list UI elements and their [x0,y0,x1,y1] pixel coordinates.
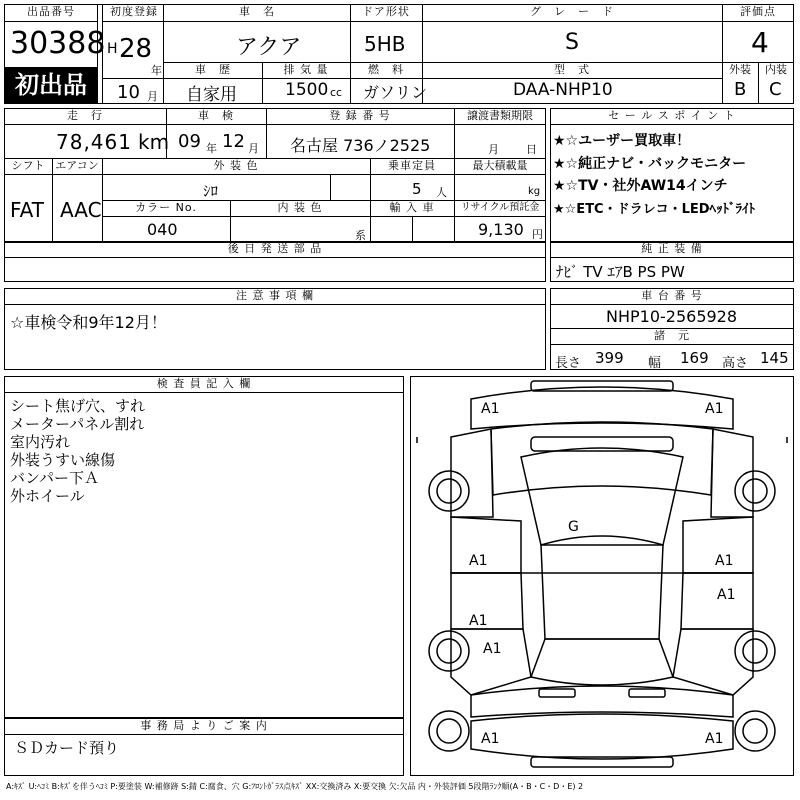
mileage-unit: km [138,130,170,154]
inspector-line: 外ホイール [10,487,85,505]
history: 自家用 [186,85,237,105]
max-load-label: 最大積載量 [472,159,528,172]
grade: S [565,30,579,55]
grade-label: グ レ ー ド [530,5,614,18]
height-label: 高さ [722,356,749,371]
mark-rear-right: A1 [705,731,724,747]
inspector-label: 検 査 員 記 入 欄 [156,377,252,390]
interior-color-label: 内 装 色 [277,201,323,214]
dimensions-label: 諸 元 [654,329,690,342]
inspector-line: 外装うすい線傷 [10,451,116,469]
inspector-line: バンパー下Ａ [10,469,99,487]
chassis-label: 車 台 番 号 [641,289,703,302]
lot-label: 出品番号 [27,5,75,18]
inspection-label: 車 検 [198,109,234,122]
shift: FAT [10,198,45,222]
registration: 名古屋 736ノ2525 [290,136,431,155]
height: 145 [760,349,789,367]
car-name-label: 車 名 [239,5,275,18]
color-no: 040 [147,220,178,239]
inspection-year-unit: 年 [206,142,217,155]
door-label: ドア形状 [362,5,410,18]
width-label: 幅 [648,356,662,371]
history-label: 車 歴 [195,63,231,76]
inspector-line: 室内汚れ [10,433,71,451]
office-label: 事 務 局 よ り ご 案 内 [140,719,268,732]
model-label: 型 式 [554,63,590,76]
max-load-unit: kg [528,186,541,197]
fuel-label: 燃 料 [368,63,404,76]
registration-label: 登 録 番 号 [329,109,391,122]
capacity-label: 乗車定員 [388,159,436,172]
inspection-month: 12 [222,131,245,152]
exterior-grade: B [734,79,747,100]
inspector-line: シート焦げ穴、すれ [10,397,146,415]
recycle-label: リサイクル預託金 [460,202,540,213]
capacity: 5 [412,180,422,198]
first-reg-label: 初度登録 [110,5,158,18]
office-note: ＳＤカード預り [14,739,120,757]
door-type: 5HB [364,32,406,56]
shift-label: シフト [11,159,45,172]
first-reg-month-unit: 月 [147,90,158,103]
sales-point-item: ★☆ユーザー買取車！ [553,133,691,149]
mileage: 78,461 [56,130,132,154]
sales-point-item: ★☆ETC・ドラレコ・LEDﾍｯﾄﾞﾗｲﾄ [553,202,756,217]
aircon: AAC [60,198,102,222]
mark-front-door-left: A1 [469,553,488,569]
car-diagram [410,376,794,776]
inspection-year: 09 [178,131,201,152]
sales-point-item: ★☆純正ナビ・バックモニター [553,156,747,172]
interior-color-unit: 系 [355,229,366,242]
model: DAA-NHP10 [513,80,613,100]
mileage-label: 走 行 [67,109,103,122]
exterior-color-label: 外 装 色 [213,159,259,172]
fuel: ガソリン [363,83,428,102]
first-reg-year-unit: 年 [151,64,162,77]
transfer-deadline-label: 譲渡書類期限 [467,109,533,122]
mark-front-left: A1 [481,401,500,417]
notes: ☆車検令和9年12月！ [10,313,167,332]
import-label: 輸 入 車 [389,201,435,214]
first-reg-year: 28 [119,34,153,64]
car-name: アクア [236,35,302,60]
aircon-label: エアコン [55,159,99,172]
inspector-line: メーターパネル割れ [10,415,145,433]
mark-front-door-right: A1 [715,553,734,569]
mark-rear-door-left: A1 [469,613,488,629]
mark-front-right: A1 [705,401,724,417]
later-parts-label: 後 日 発 送 部 品 [227,242,323,255]
inspection-month-unit: 月 [248,142,259,155]
lot-cell [4,4,106,104]
first-reg-cell [102,4,164,104]
mark-rear-left: A1 [481,731,500,747]
displacement-label: 排 気 量 [283,63,329,76]
equipment: ﾅﾋﾞ TV ｴｱB PS PW [556,263,685,281]
mark-rear-fender-right: A1 [717,587,736,603]
sales-point-item: ★☆TV・社外AW14インチ [553,178,728,194]
width: 169 [680,349,709,367]
displacement: 1500 [285,80,329,100]
transfer-deadline-month-unit: 月 [488,143,499,156]
recycle-unit: 円 [532,228,543,241]
interior-grade-label: 内装 [765,63,787,76]
car-outline [411,377,793,775]
displacement-unit: cc [330,86,343,99]
legend: A:ｷｽﾞ U:ﾍｺﾐ B:ｷｽﾞを伴うﾍｺﾐ P:要塗装 W:補修跡 S:錆 C:腐食、穴 G:ﾌﾛﾝﾄｶﾞﾗｽ点ｷｽﾞ XX:交換済み X:要交換 欠:欠品 内・外装評価 5段階ﾗﾝｸ順(A・B・C・D・E) 2 [6,782,584,791]
first-reg-era: H [107,41,118,57]
lot-number: 30388 [10,26,106,61]
length-label: 長さ [555,356,582,371]
exterior-color: ｼﾛ [203,182,219,200]
transfer-deadline-day-unit: 日 [526,143,537,156]
mark-windshield: G [568,519,579,535]
interior-grade: C [769,79,782,100]
exterior-grade-label: 外装 [729,63,751,76]
length: 399 [595,349,624,367]
capacity-unit: 人 [436,186,447,199]
color-no-label: カラー No. [135,201,197,214]
score: 4 [751,26,769,59]
first-listing-badge: 初出品 [4,67,98,104]
mark-rear-quarter-left: A1 [483,641,502,657]
first-reg-month: 10 [117,82,140,103]
equipment-label: 純 正 装 備 [641,242,703,255]
chassis-number: NHP10-2565928 [606,307,738,326]
sales-points-label: セ ー ル ス ポ イ ン ト [608,109,736,122]
score-label: 評価点 [740,5,776,18]
notes-label: 注 意 事 項 欄 [236,289,314,302]
recycle: 9,130 [478,220,524,239]
